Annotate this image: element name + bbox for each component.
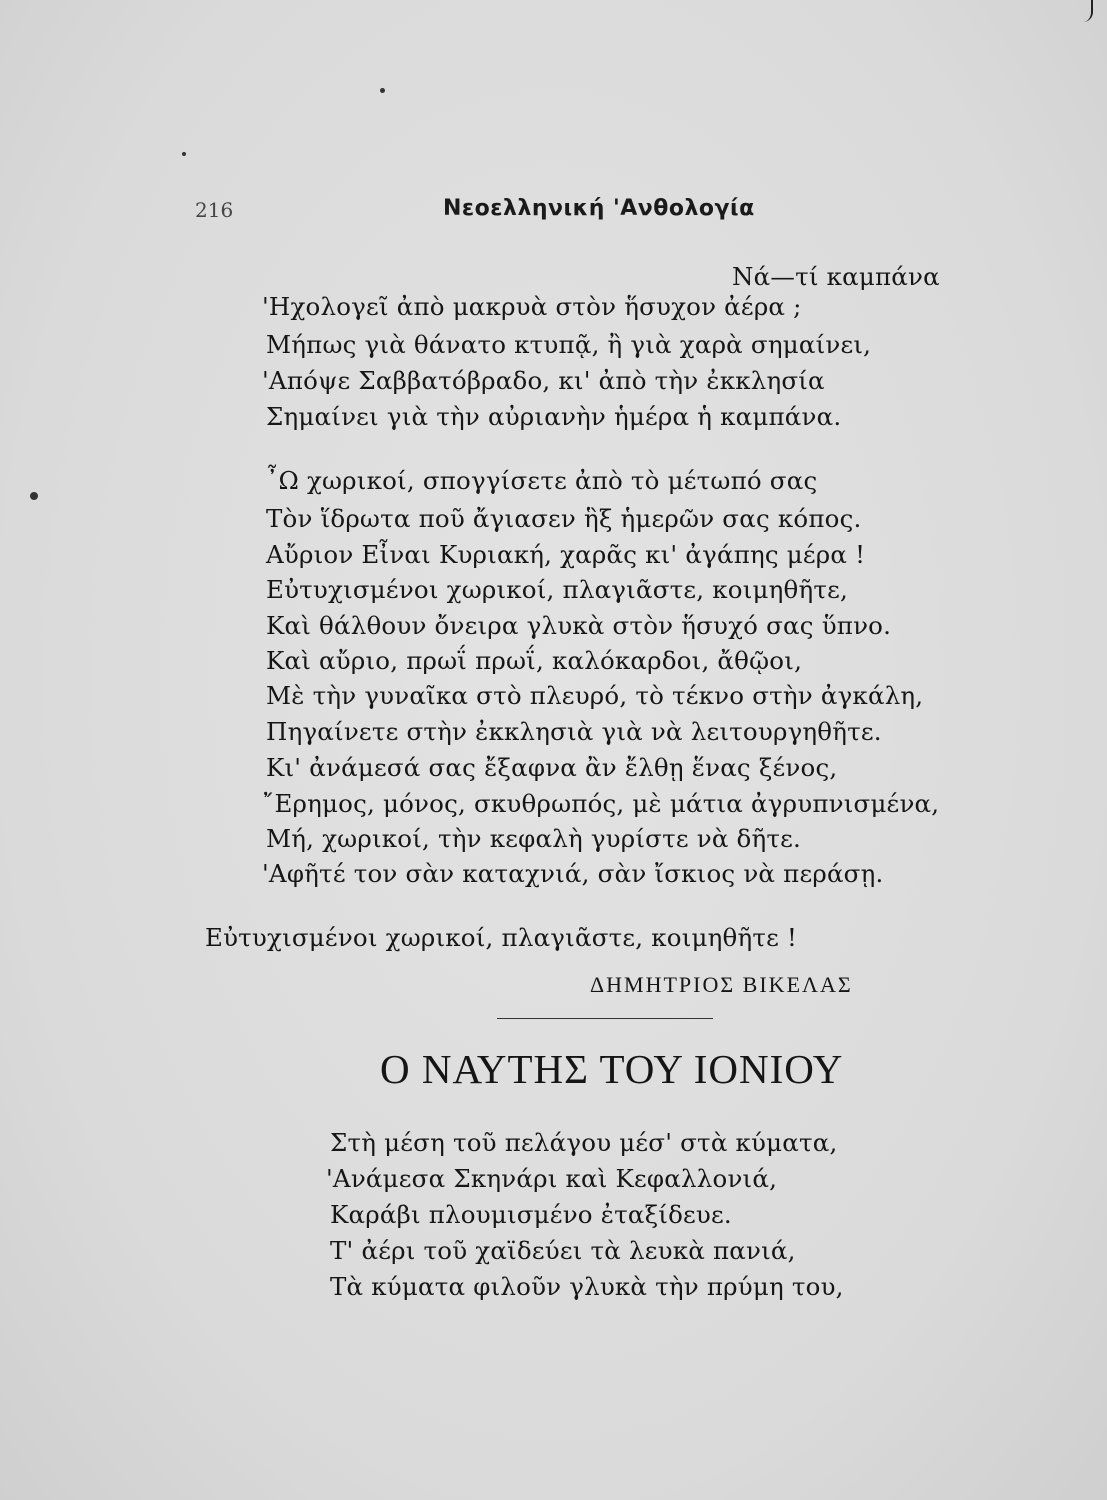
poem-line: Τ' ἀέρι τοῦ χαϊδεύει τὰ λευκὰ πανιά,: [330, 1236, 796, 1265]
poem-line: Πηγαίνετε στὴν ἐκκλησιὰ γιὰ νὰ λειτουργηθῆτε.: [266, 717, 882, 746]
poem-refrain: Εὐτυχισμένοι χωρικοί, πλαγιᾶστε, κοιμηθῆτε !: [205, 923, 798, 952]
poem-line: Μήπως γιὰ θάνατο κτυπᾷ, ἢ γιὰ χαρὰ σημαίνει,: [266, 330, 872, 359]
poem-line: Εὐτυχισμένοι χωρικοί, πλαγιᾶστε, κοιμηθῆτε,: [266, 575, 848, 604]
poem-line: Κι' ἀνάμεσά σας ἔξαφνα ἂν ἔλθῃ ἕνας ξένος,: [266, 753, 838, 782]
poem-line: Αὔριον Εἶναι Κυριακή, χαρᾶς κι' ἀγάπης μέρα !: [266, 540, 866, 569]
poem-line: 'Ανάμεσα Σκηνάρι καὶ Κεφαλλονιά,: [326, 1164, 778, 1193]
poem-line: Μή, χωρικοί, τὴν κεφαλὴ γυρίστε νὰ δῆτε.: [266, 824, 802, 853]
poem-line: ῎Ερημος, μόνος, σκυθρωπός, μὲ μάτια ἀγρυπνισμένα,: [262, 789, 940, 818]
speck: [182, 152, 186, 156]
poem-line: Στὴ μέση τοῦ πελάγου μέσ' στὰ κύματα,: [330, 1128, 838, 1157]
poem-line: Σημαίνει γιὰ τὴν αὐριανὴν ἡμέρα ἡ καμπάνα.: [266, 402, 842, 431]
poem-line: Νά—τί καμπάνα: [732, 262, 940, 291]
poem-line: Τὰ κύματα φιλοῦν γλυκὰ τὴν πρύμη του,: [330, 1272, 844, 1301]
poem-line: Καὶ αὔριο, πρωΐ πρωΐ, καλόκαρδοι, ἄθῷοι,: [266, 646, 803, 675]
speck: [30, 492, 38, 500]
poem-line: 'Ηχολογεῖ ἀπὸ μακρυὰ στὸν ἥσυχον ἀέρα ;: [262, 292, 802, 321]
page-header: [195, 196, 995, 230]
poem-line: Καὶ θάλθουν ὄνειρα γλυκὰ στὸν ἥσυχό σας ὕπνο.: [266, 611, 892, 640]
page-number: 216: [195, 198, 234, 222]
poem-title: Ο ΝΑΥΤΗΣ ΤΟΥ ΙΟΝΙΟΥ: [380, 1046, 844, 1092]
poem-line: Μὲ τὴν γυναῖκα στὸ πλευρό, τὸ τέκνο στὴν ἀγκάλη,: [266, 681, 924, 710]
running-title: Νεοελληνική 'Ανθολογία: [443, 196, 755, 221]
poem-line: 'Αφῆτέ τον σὰν καταχνιά, σὰν ἴσκιος νὰ περάσῃ.: [262, 859, 884, 888]
poem-line: ῏Ω χωρικοί, σπογγίσετε ἀπὸ τὸ μέτωπό σας: [266, 466, 818, 495]
corner-mark: [1081, 0, 1093, 22]
poem-line: 'Απόψε Σαββατόβραδο, κι' ἀπὸ τὴν ἐκκλησία: [262, 366, 825, 395]
section-divider: [497, 1018, 713, 1019]
author-signature: ΔΗΜΗΤΡΙΟΣ ΒΙΚΕΛΑΣ: [590, 972, 853, 997]
poem-line: Τὸν ἵδρωτα ποῦ ἄγιασεν ἣξ ἡμερῶν σας κόπος.: [266, 504, 862, 533]
speck: [380, 88, 385, 93]
poem-line: Καράβι πλουμισμένο ἐταξίδευε.: [330, 1200, 732, 1229]
